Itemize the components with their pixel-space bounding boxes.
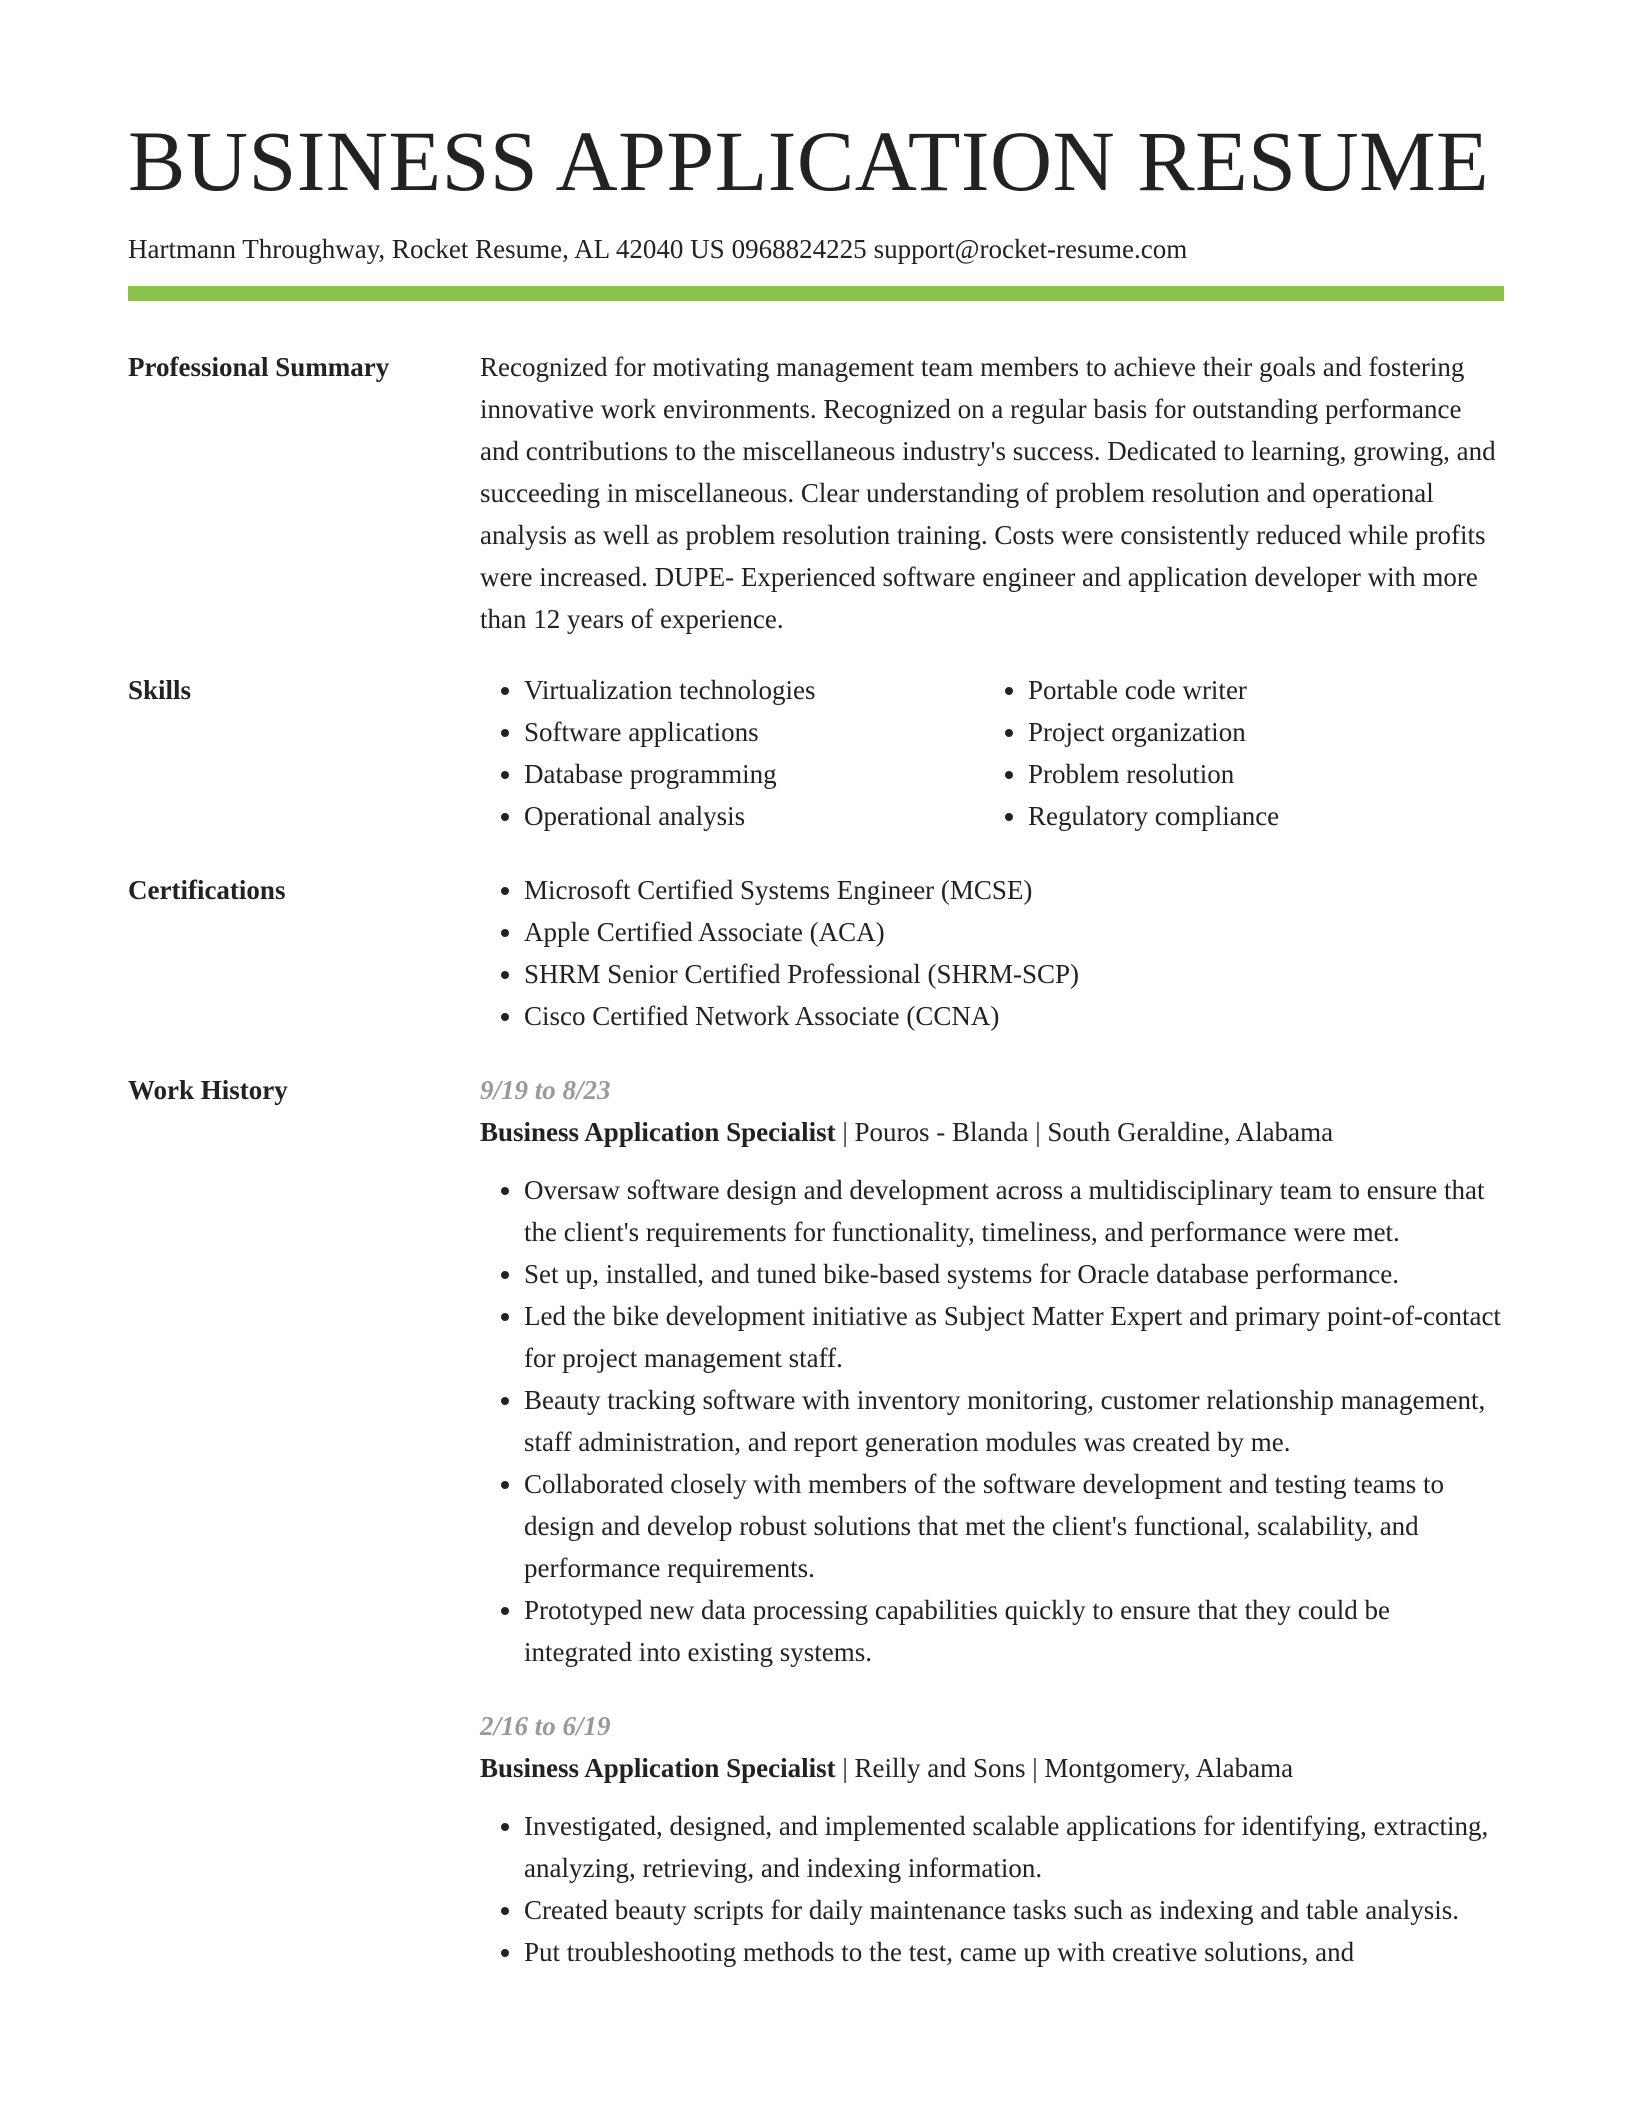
contact-line — [128, 232, 1187, 266]
skill-item: • Virtualization technologies — [524, 669, 984, 711]
job-bullet: • Led the bike development initiative as Subject Matter Expert and primary point-of-contact for project management staff. — [524, 1295, 1504, 1379]
certification-item: • Cisco Certified Network Associate (CCNA) — [524, 995, 1504, 1037]
work-history-heading: Work History — [128, 1075, 288, 1105]
job-entry — [480, 1705, 1504, 1973]
job-title: Business Application Specialist — [480, 1117, 836, 1147]
skills-list-right — [984, 669, 1488, 837]
job-bullet: • Put troubleshooting methods to the test, came up with creative solutions, and — [524, 1931, 1504, 1973]
job-bullet: • Set up, installed, and tuned bike-based systems for Oracle database performance. — [524, 1253, 1504, 1295]
certifications-body — [480, 869, 1504, 1037]
resume-title: BUSINESS APPLICATION RESUME — [128, 113, 1490, 209]
work-history-body — [480, 1069, 1504, 1973]
certifications-list — [480, 869, 1504, 1037]
summary-text: Recognized for motivating management team members to achieve their goals and fostering innovative work environments. Recognized on a regular basis for outstanding performance and contributions to the miscellaneous industry's success. Dedicated to learning, growing, and succeeding in miscellaneous. Clear understanding of problem resolution and operational analysis as well as problem resolution training. Costs were consistently reduced while profits were increased. DUPE- Experienced software engineer and application developer with more than 12 years of experience. — [480, 352, 1496, 634]
contact-email: support@rocket-resume.com — [873, 234, 1188, 264]
job-entry — [480, 1069, 1504, 1673]
skills-columns — [480, 669, 1504, 837]
skills-heading: Skills — [128, 675, 192, 705]
skill-item: • Operational analysis — [524, 795, 984, 837]
job-bullet: • Prototyped new data processing capabilities quickly to ensure that they could be integrated into existing systems. — [524, 1589, 1504, 1673]
certifications-heading: Certifications — [128, 875, 286, 905]
job-dates: 2/16 to 6/19 — [480, 1711, 611, 1741]
skill-item: • Regulatory compliance — [1028, 795, 1488, 837]
certification-item: • Microsoft Certified Systems Engineer (MCSE) — [524, 869, 1504, 911]
contact-phone: 0968824225 — [731, 234, 867, 264]
summary-heading: Professional Summary — [128, 352, 390, 382]
job-employer-location: | Pouros - Blanda | South Geraldine, Alabama — [835, 1117, 1334, 1147]
skill-item: • Portable code writer — [1028, 669, 1488, 711]
job-title: Business Application Specialist — [480, 1753, 836, 1783]
job-bullet: • Collaborated closely with members of the software development and testing teams to design and develop robust solutions that met the client's functional, scalability, and performance requirements. — [524, 1463, 1504, 1589]
skills-list-left — [480, 669, 984, 837]
certification-item: • SHRM Senior Certified Professional (SHRM-SCP) — [524, 953, 1504, 995]
job-bullet: • Oversaw software design and development across a multidisciplinary team to ensure that the client's requirements for functionality, timeliness, and performance were met. — [524, 1169, 1504, 1253]
job-bullet: • Beauty tracking software with inventory monitoring, customer relationship management, staff administration, and report generation modules was created by me. — [524, 1379, 1504, 1463]
job-dates: 9/19 to 8/23 — [480, 1075, 611, 1105]
skill-item: • Problem resolution — [1028, 753, 1488, 795]
job-heading — [480, 1111, 1504, 1153]
job-bullets — [480, 1805, 1504, 1973]
job-bullet: • Investigated, designed, and implemented scalable applications for identifying, extracting, analyzing, retrieving, and indexing information. — [524, 1805, 1504, 1889]
job-bullet: • Created beauty scripts for daily maintenance tasks such as indexing and table analysis. — [524, 1889, 1504, 1931]
skill-item: • Software applications — [524, 711, 984, 753]
accent-divider — [128, 286, 1504, 301]
skill-item: • Project organization — [1028, 711, 1488, 753]
job-heading — [480, 1747, 1504, 1789]
job-employer-location: | Reilly and Sons | Montgomery, Alabama — [835, 1753, 1294, 1783]
job-bullets — [480, 1169, 1504, 1673]
contact-address: Hartmann Throughway, Rocket Resume, AL 42040 US — [128, 234, 725, 264]
certification-item: • Apple Certified Associate (ACA) — [524, 911, 1504, 953]
skill-item: • Database programming — [524, 753, 984, 795]
